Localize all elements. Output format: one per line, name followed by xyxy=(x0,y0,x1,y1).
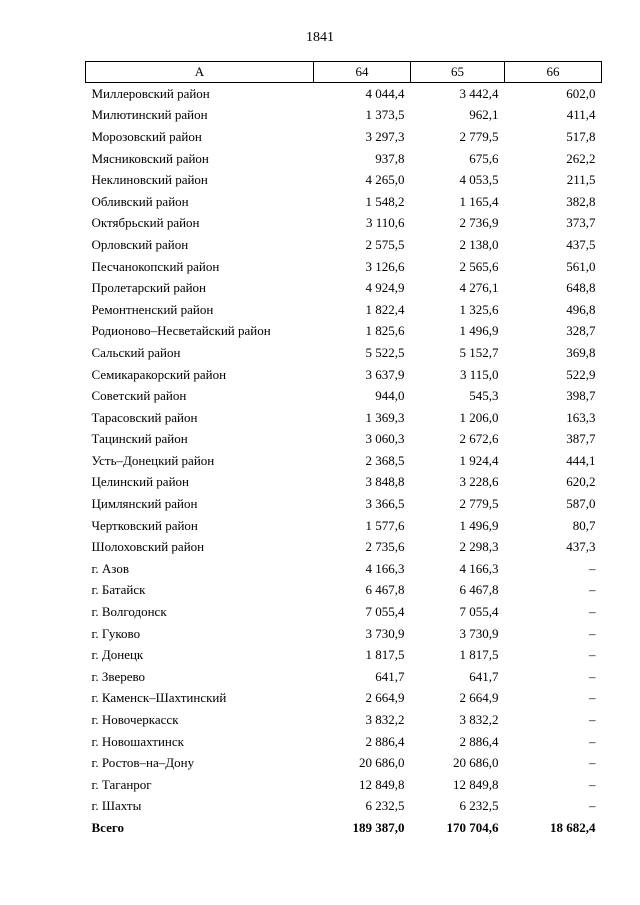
value-cell-64: 6 467,8 xyxy=(365,582,405,598)
value-cell-65: 3 228,6 xyxy=(459,474,499,490)
value-cell-66: – xyxy=(589,733,596,749)
table-row xyxy=(86,213,602,235)
value-cell-66: – xyxy=(589,690,596,706)
table-row xyxy=(86,752,602,774)
value-cell-64: 3 366,5 xyxy=(365,496,405,512)
value-cell-66: 163,3 xyxy=(566,409,596,425)
data-table xyxy=(85,61,602,839)
value-cell-65: 545,3 xyxy=(469,388,499,404)
value-cell-65: 1 206,0 xyxy=(459,409,499,425)
row-name-cell: Морозовский район xyxy=(91,128,202,144)
value-cell-66: 18 682,4 xyxy=(550,819,596,835)
value-cell-65: 2 779,5 xyxy=(459,128,499,144)
value-cell-65: 2 664,9 xyxy=(459,690,499,706)
row-name-cell: Сальский район xyxy=(91,344,181,360)
value-cell-64: 12 849,8 xyxy=(359,776,405,792)
table-row xyxy=(86,342,602,364)
value-cell-66: – xyxy=(589,604,596,620)
value-cell-65: 4 166,3 xyxy=(459,560,499,576)
row-name-cell: г. Гуково xyxy=(91,625,141,641)
value-cell-65: 20 686,0 xyxy=(453,755,499,771)
value-cell-65: 2 138,0 xyxy=(459,236,499,252)
value-cell-65: 1 924,4 xyxy=(459,452,499,468)
value-cell-64: 189 387,0 xyxy=(352,819,405,835)
table-body xyxy=(86,83,602,839)
value-cell-66: – xyxy=(589,755,596,771)
value-cell-66: 437,5 xyxy=(566,236,596,252)
value-cell-64: 20 686,0 xyxy=(359,755,405,771)
value-cell-64: 1 822,4 xyxy=(365,301,405,317)
value-cell-66: 602,0 xyxy=(566,85,596,101)
value-cell-65: 641,7 xyxy=(469,668,499,684)
value-cell-64: 3 848,8 xyxy=(365,474,405,490)
row-name-cell: г. Новошахтинск xyxy=(91,733,184,749)
value-cell-66: 620,2 xyxy=(566,474,596,490)
value-cell-66: 522,9 xyxy=(566,366,596,382)
value-cell-65: 6 232,5 xyxy=(459,798,499,814)
table-row xyxy=(86,256,602,278)
table-row xyxy=(86,299,602,321)
table-row xyxy=(86,83,602,105)
value-cell-64: 3 060,3 xyxy=(365,431,405,447)
table-row xyxy=(86,601,602,623)
value-cell-65: 1 496,9 xyxy=(459,323,499,339)
value-cell-65: 6 467,8 xyxy=(459,582,499,598)
value-cell-65: 3 442,4 xyxy=(459,85,499,101)
row-name-cell: г. Волгодонск xyxy=(91,604,167,620)
value-cell-64: 3 832,2 xyxy=(365,712,405,728)
row-name-cell: г. Батайск xyxy=(91,582,146,598)
value-cell-66: 437,3 xyxy=(566,539,596,555)
table-row xyxy=(86,536,602,558)
value-cell-66: 496,8 xyxy=(566,301,596,317)
value-cell-64: 4 166,3 xyxy=(365,560,405,576)
table-row xyxy=(86,277,602,299)
value-cell-64: 3 637,9 xyxy=(365,366,405,382)
value-cell-64: 641,7 xyxy=(375,668,405,684)
value-cell-65: 1 325,6 xyxy=(459,301,499,317)
table-row xyxy=(86,580,602,602)
header-cell-name: А xyxy=(86,62,314,83)
table-row xyxy=(86,148,602,170)
table-row xyxy=(86,731,602,753)
row-name-cell: Милютинский район xyxy=(91,107,208,123)
value-cell-65: 1 817,5 xyxy=(459,647,499,663)
value-cell-64: 4 924,9 xyxy=(365,280,405,296)
row-name-cell: Чертковский район xyxy=(91,517,198,533)
value-cell-66: – xyxy=(589,582,596,598)
value-cell-66: 411,4 xyxy=(566,107,596,123)
row-name-cell: Тацинский район xyxy=(91,431,188,447)
row-name-cell: Родионово–Несветайский район xyxy=(91,323,271,339)
table-row xyxy=(86,385,602,407)
value-cell-64: 1 369,3 xyxy=(365,409,405,425)
value-cell-66: 648,8 xyxy=(566,280,596,296)
value-cell-64: 1 825,6 xyxy=(365,323,405,339)
row-name-cell: Обливский район xyxy=(91,193,189,209)
row-name-cell: Шолоховский район xyxy=(91,539,205,555)
value-cell-65: 2 886,4 xyxy=(459,733,499,749)
value-cell-64: 1 577,6 xyxy=(365,517,405,533)
value-cell-64: 4 265,0 xyxy=(365,172,405,188)
value-cell-65: 4 276,1 xyxy=(459,280,499,296)
value-cell-66: 444,1 xyxy=(566,452,596,468)
row-name-cell: г. Шахты xyxy=(91,798,142,814)
value-cell-65: 2 298,3 xyxy=(459,539,499,555)
value-cell-64: 2 368,5 xyxy=(365,452,405,468)
value-cell-64: 3 297,3 xyxy=(365,128,405,144)
value-cell-65: 12 849,8 xyxy=(453,776,499,792)
value-cell-65: 3 832,2 xyxy=(459,712,499,728)
value-cell-66: 561,0 xyxy=(566,258,596,274)
value-cell-66: 387,7 xyxy=(566,431,596,447)
value-cell-66: 328,7 xyxy=(566,323,596,339)
table-row xyxy=(86,126,602,148)
row-name-cell: г. Донецк xyxy=(91,647,144,663)
header-row xyxy=(86,62,602,83)
value-cell-64: 2 735,6 xyxy=(365,539,405,555)
value-cell-65: 2 672,6 xyxy=(459,431,499,447)
total-row xyxy=(86,817,602,839)
value-cell-65: 7 055,4 xyxy=(459,604,499,620)
header-cell-65: 65 xyxy=(411,62,505,83)
value-cell-64: 3 730,9 xyxy=(365,625,405,641)
row-name-cell: г. Ростов–на–Дону xyxy=(91,755,195,771)
table-row xyxy=(86,558,602,580)
row-name-cell: Мясниковский район xyxy=(91,150,209,166)
value-cell-65: 2 779,5 xyxy=(459,496,499,512)
value-cell-64: 937,8 xyxy=(375,150,405,166)
table-row xyxy=(86,709,602,731)
row-name-cell: г. Азов xyxy=(91,560,129,576)
value-cell-64: 2 886,4 xyxy=(365,733,405,749)
value-cell-66: – xyxy=(589,560,596,576)
value-cell-66: – xyxy=(589,647,596,663)
table-row xyxy=(86,321,602,343)
table-row xyxy=(86,105,602,127)
row-name-cell: Песчанокопский район xyxy=(91,258,220,274)
row-name-cell: Цимлянский район xyxy=(91,496,198,512)
row-name-cell: г. Каменск–Шахтинский xyxy=(91,690,227,706)
value-cell-64: 1 373,5 xyxy=(365,107,405,123)
row-name-cell: Октябрьский район xyxy=(91,215,200,231)
table-row xyxy=(86,666,602,688)
table-row xyxy=(86,429,602,451)
table-row xyxy=(86,796,602,818)
value-cell-64: 5 522,5 xyxy=(365,344,405,360)
table-row xyxy=(86,623,602,645)
value-cell-66: – xyxy=(589,798,596,814)
value-cell-66: 382,8 xyxy=(566,193,596,209)
table-row xyxy=(86,644,602,666)
row-name-cell: г. Таганрог xyxy=(91,776,152,792)
table-row xyxy=(86,688,602,710)
value-cell-66: – xyxy=(589,668,596,684)
value-cell-64: 3 126,6 xyxy=(365,258,405,274)
value-cell-65: 170 704,6 xyxy=(446,819,499,835)
value-cell-65: 3 115,0 xyxy=(459,366,499,382)
row-name-cell: Тарасовский район xyxy=(91,409,198,425)
value-cell-66: 262,2 xyxy=(566,150,596,166)
value-cell-65: 1 165,4 xyxy=(459,193,499,209)
value-cell-66: – xyxy=(589,712,596,728)
table-row xyxy=(86,472,602,494)
value-cell-66: 369,8 xyxy=(566,344,596,360)
value-cell-66: 373,7 xyxy=(566,215,596,231)
value-cell-66: 211,5 xyxy=(566,172,596,188)
row-name-cell: Миллеровский район xyxy=(91,85,210,101)
value-cell-64: 1 548,2 xyxy=(365,193,405,209)
row-name-cell: г. Новочеркасск xyxy=(91,712,179,728)
row-name-cell: Советский район xyxy=(91,388,187,404)
table-row xyxy=(86,234,602,256)
value-cell-64: 944,0 xyxy=(375,388,405,404)
value-cell-65: 2 736,9 xyxy=(459,215,499,231)
table-row xyxy=(86,407,602,429)
value-cell-65: 3 730,9 xyxy=(459,625,499,641)
table-row xyxy=(86,493,602,515)
value-cell-65: 5 152,7 xyxy=(459,344,499,360)
table-row xyxy=(86,364,602,386)
header-cell-66: 66 xyxy=(505,62,602,83)
row-name-cell: Неклиновский район xyxy=(91,172,208,188)
table-row xyxy=(86,450,602,472)
value-cell-65: 675,6 xyxy=(469,150,499,166)
value-cell-64: 6 232,5 xyxy=(365,798,405,814)
value-cell-65: 1 496,9 xyxy=(459,517,499,533)
row-name-cell: Семикаракорский район xyxy=(91,366,227,382)
table-row xyxy=(86,169,602,191)
value-cell-66: 398,7 xyxy=(566,388,596,404)
row-name-cell: Пролетарский район xyxy=(91,280,207,296)
value-cell-64: 2 664,9 xyxy=(365,690,405,706)
header-cell-64: 64 xyxy=(314,62,411,83)
table-row xyxy=(86,774,602,796)
value-cell-65: 962,1 xyxy=(469,107,499,123)
page-number: 1841 xyxy=(306,30,334,45)
table-row xyxy=(86,515,602,537)
row-name-cell: Всего xyxy=(91,819,124,835)
value-cell-66: 587,0 xyxy=(566,496,596,512)
value-cell-64: 4 044,4 xyxy=(365,85,405,101)
table-header xyxy=(86,62,602,83)
value-cell-66: – xyxy=(589,776,596,792)
row-name-cell: Орловский район xyxy=(91,236,189,252)
value-cell-64: 1 817,5 xyxy=(365,647,405,663)
row-name-cell: Ремонтненский район xyxy=(91,301,214,317)
value-cell-64: 3 110,6 xyxy=(365,215,405,231)
table-row xyxy=(86,191,602,213)
value-cell-66: – xyxy=(589,625,596,641)
value-cell-66: 80,7 xyxy=(572,517,596,533)
row-name-cell: Целинский район xyxy=(91,474,189,490)
row-name-cell: г. Зверево xyxy=(91,668,146,684)
value-cell-66: 517,8 xyxy=(566,128,596,144)
value-cell-65: 2 565,6 xyxy=(459,258,499,274)
value-cell-64: 2 575,5 xyxy=(365,236,405,252)
value-cell-65: 4 053,5 xyxy=(459,172,499,188)
row-name-cell: Усть–Донецкий район xyxy=(91,452,215,468)
value-cell-64: 7 055,4 xyxy=(365,604,405,620)
